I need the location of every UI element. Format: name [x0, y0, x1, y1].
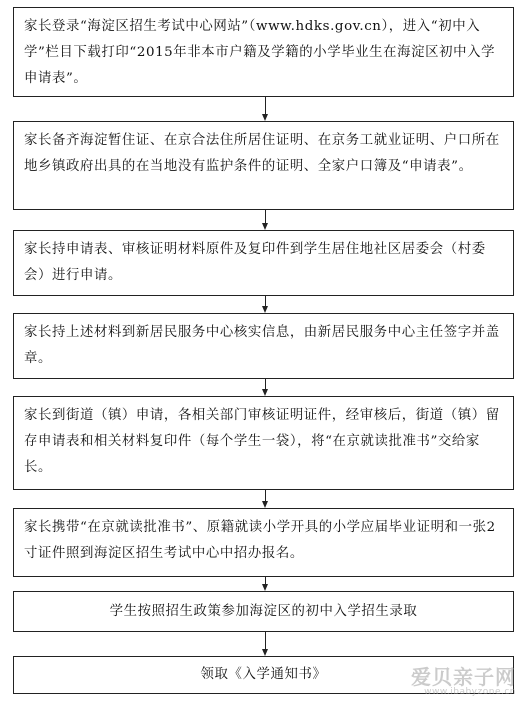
step-8-box: [13, 656, 514, 694]
step-3-box: [13, 230, 514, 296]
arrow-3: [262, 296, 269, 313]
arrow-7: [262, 632, 269, 656]
arrow-5: [262, 490, 269, 508]
step-5-text: 家长到街道（镇）申请，各相关部门审核证明证件，经审核后，街道（镇）留存申请表和相关材料复印件（每个学生一袋），将“在京就读批准书”交给家长。: [24, 408, 500, 475]
step-4-box: [13, 313, 514, 379]
step-4-text: 家长持上述材料到新居民服务中心核实信息，由新居民服务中心主任签字并盖章。: [24, 325, 500, 366]
step-8-text: 领取《入学通知书》: [200, 667, 327, 682]
watermark-main: 爱贝亲子网: [411, 665, 516, 689]
step-6-box: [13, 508, 514, 577]
step-2-box: [13, 121, 514, 210]
step-1-text: 家长登录“海淀区招生考试中心网站”（www.hdks.gov.cn），进入“初中入学”栏目下载打印“2015年非本市户籍及学籍的小学毕业生在海淀区初中入学申请表”。: [24, 19, 496, 86]
step-2-text: 家长备齐海淀暂住证、在京合法住所居住证明、在京务工就业证明、户口所在地乡镇政府出具的在当地没有监护条件的证明、全家户口簿及“申请表”。: [24, 133, 500, 174]
arrow-6: [262, 577, 269, 591]
step-6-text: 家长携带“在京就读批准书”、原籍就读小学开具的小学应届毕业证明和一张2寸证件照到海淀区招生考试中心中招办报名。: [24, 520, 496, 561]
step-5-box: [13, 396, 514, 490]
arrow-1: [262, 97, 269, 121]
step-3-text: 家长持申请表、审核证明材料原件及复印件到学生居住地社区居委会（村委会）进行申请。: [24, 242, 486, 283]
arrow-2: [262, 210, 269, 230]
step-1-box: [13, 7, 514, 97]
step-7-text: 学生按照招生政策参加海淀区的初中入学招生录取: [109, 603, 418, 619]
arrow-4: [262, 379, 269, 396]
watermark-sub: www.ibabyzone.cn: [424, 687, 516, 697]
step-7-box: [13, 591, 514, 632]
